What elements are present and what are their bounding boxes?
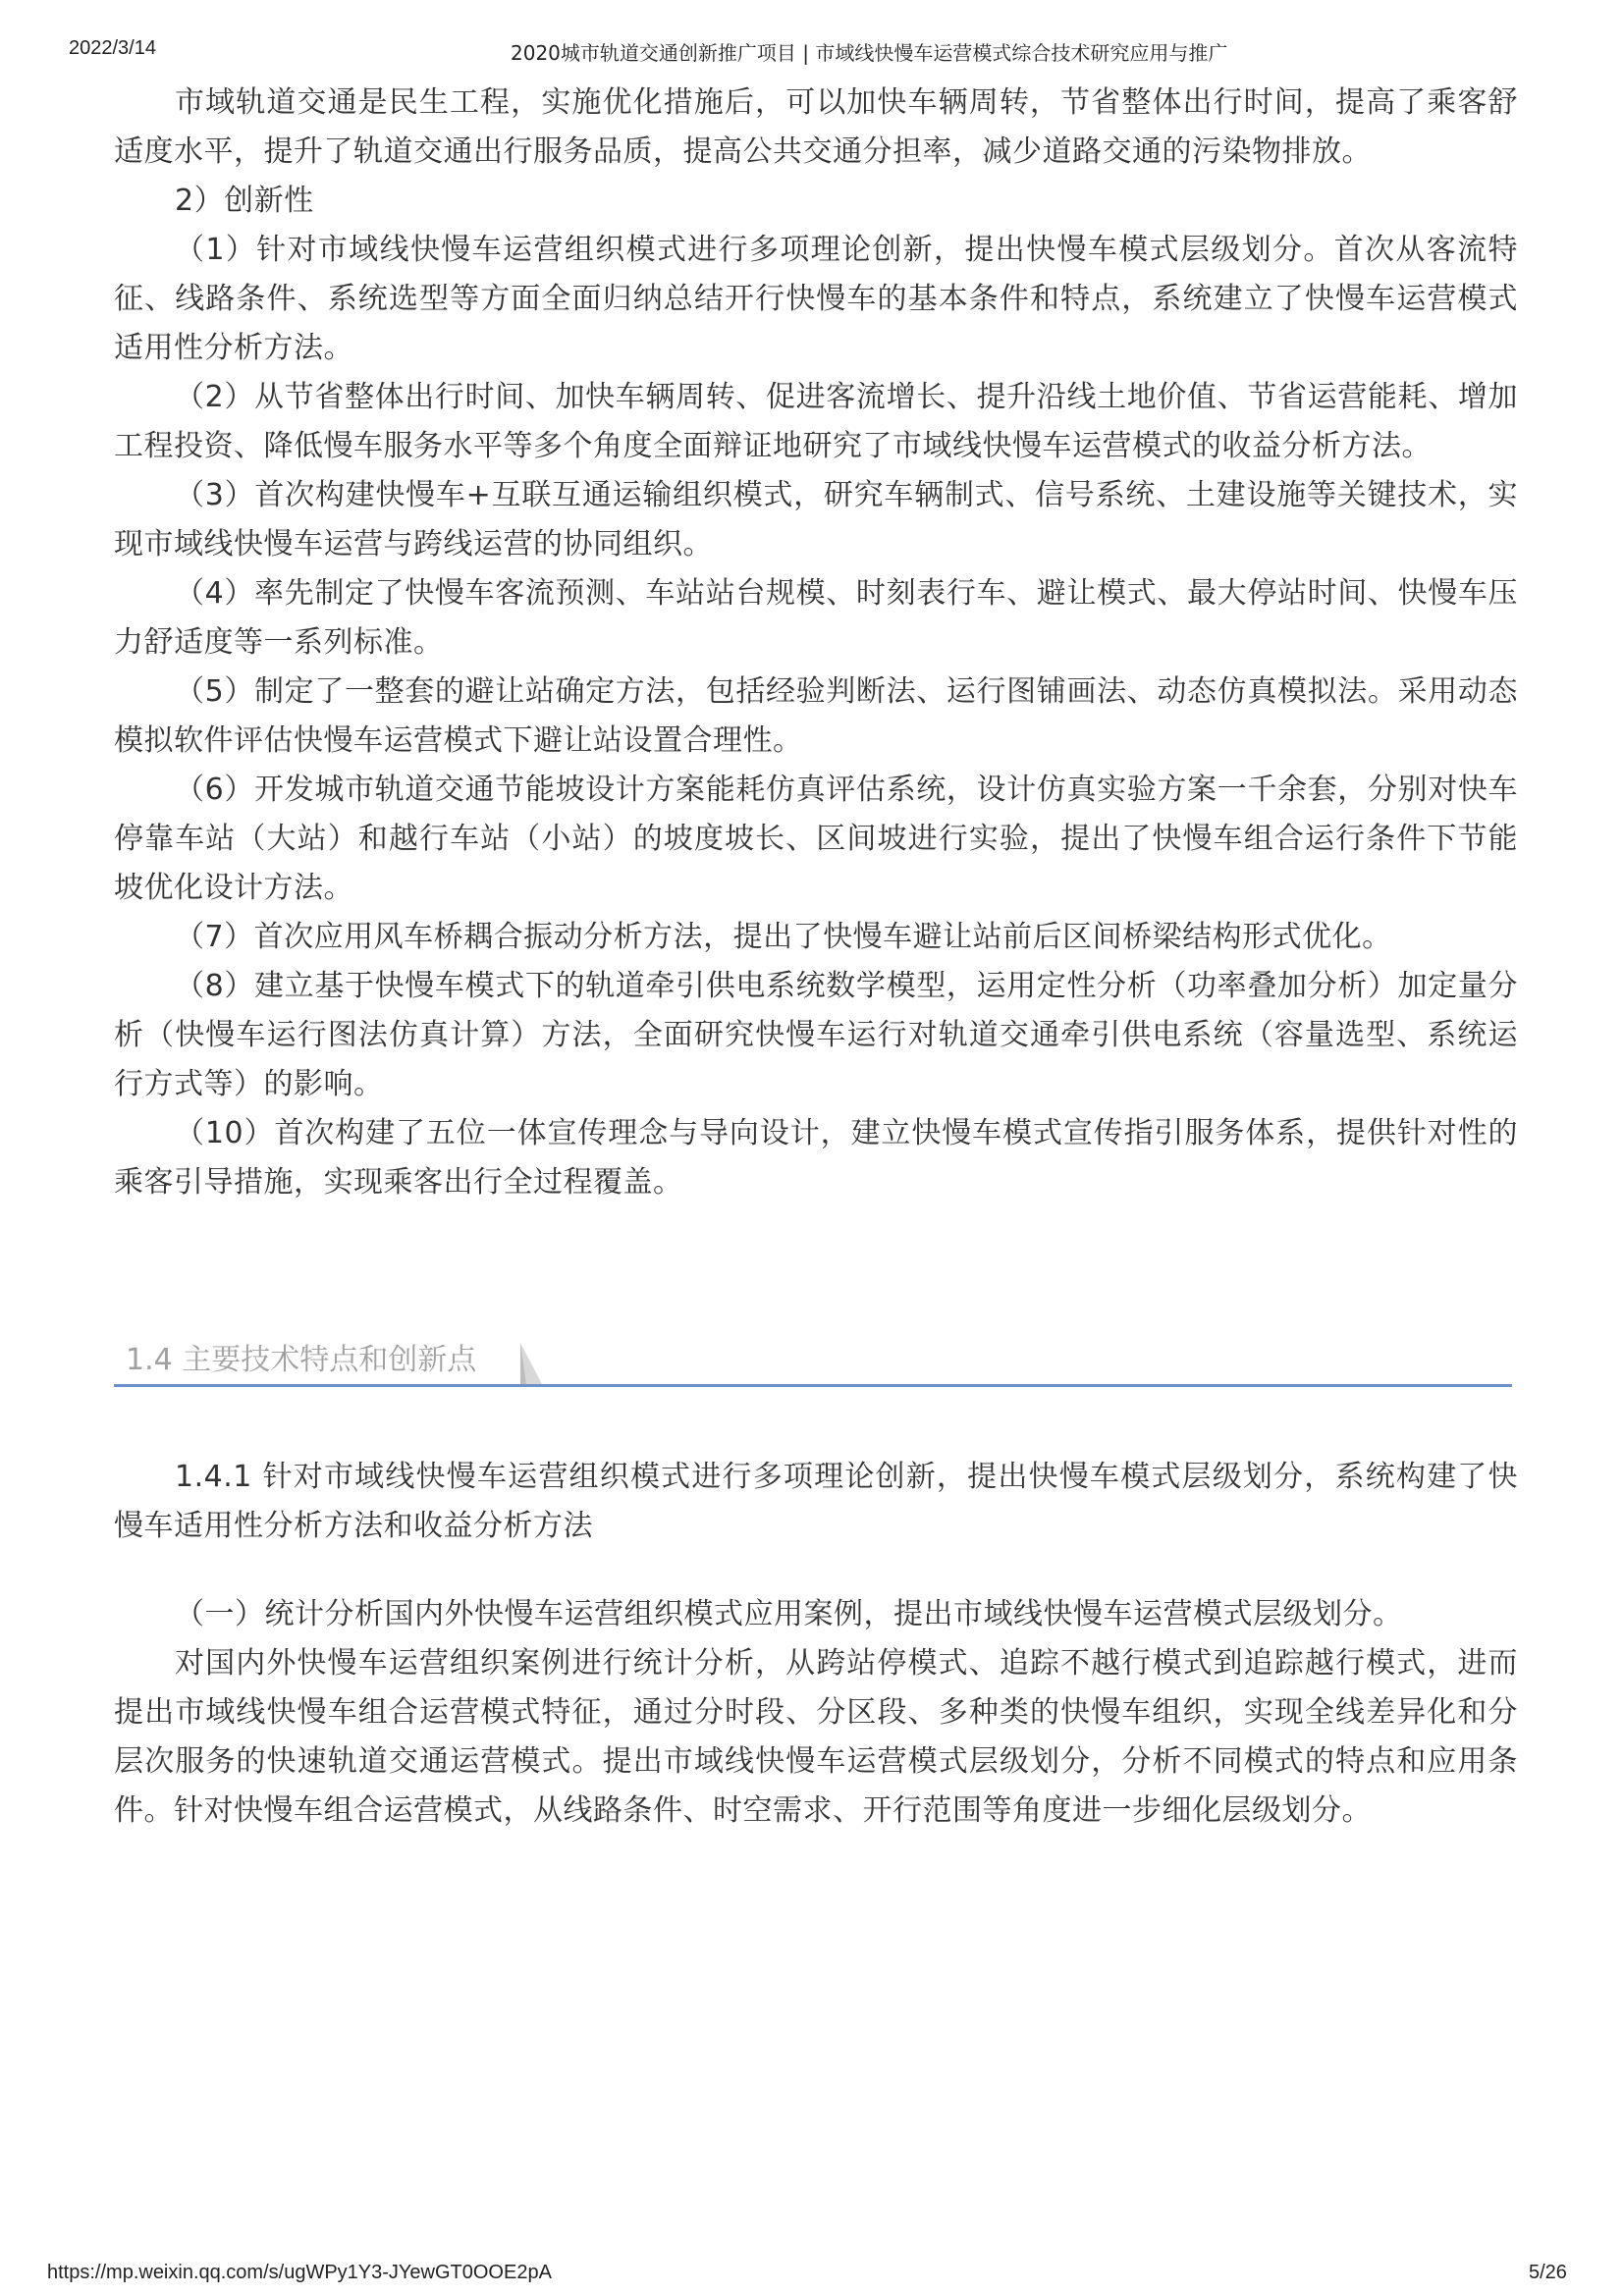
article-body bbox=[114, 79, 1518, 1207]
section-heading-title: 1.4 主要技术特点和创新点 bbox=[126, 1343, 477, 1377]
header-date: 2022/3/14 bbox=[69, 37, 156, 59]
paragraph-item-4: （4）率先制定了快慢车客流预测、车站站台规模、时刻表行车、避让模式、最大停站时间、快慢车压力舒适度等一系列标准。 bbox=[114, 576, 1518, 660]
paragraph-item-10: （10）首次构建了五位一体宣传理念与导向设计，建立快慢车模式宣传指引服务体系，提供针对性的乘客引导措施，实现乘客出行全过程覆盖。 bbox=[114, 1116, 1518, 1200]
footer-url: https://mp.weixin.qq.com/s/ugWPy1Y3-JYewGT0OOE2pA bbox=[47, 2262, 552, 2283]
spacer bbox=[114, 1551, 1518, 1590]
paragraph-item-5: （5）制定了一整套的避让站确定方法，包括经验判断法、运行图铺画法、动态仿真模拟法。采用动态模拟软件评估快慢车运营模式下避让站设置合理性。 bbox=[114, 674, 1518, 758]
paragraph-item-2: （2）从节省整体出行时间、加快车辆周转、促进客流增长、提升沿线土地价值、节省运营能耗、增加工程投资、降低慢车服务水平等多个角度全面辩证地研究了市域线快慢车运营模式的收益分析方法。 bbox=[114, 380, 1518, 463]
section-body bbox=[114, 1453, 1518, 1836]
paragraph-intro: 市域轨道交通是民生工程，实施优化措施后，可以加快车辆周转，节省整体出行时间，提高了乘客舒适度水平，提升了轨道交通出行服务品质，提高公共交通分担率，减少道路交通的污染物排放。 bbox=[114, 85, 1518, 169]
triangle-marker-icon bbox=[518, 1341, 544, 1384]
paragraph-item-3: （3）首次构建快慢车+互联互通运输组织模式，研究车辆制式、信号系统、土建设施等关键技术，实现市域线快慢车运营与跨线运营的协同组织。 bbox=[114, 478, 1518, 561]
paragraph-item-7: （7）首次应用风车桥耦合振动分析方法，提出了快慢车避让站前后区间桥梁结构形式优化。 bbox=[175, 920, 1392, 954]
section-heading-rule bbox=[114, 1384, 1512, 1387]
header-title: 2020城市轨道交通创新推广项目 | 市域线快慢车运营模式综合技术研究应用与推广 bbox=[511, 41, 1228, 65]
paragraph-item-8: （8）建立基于快慢车模式下的轨道牵引供电系统数学模型，运用定性分析（功率叠加分析）加定量分析（快慢车运行图法仿真计算）方法，全面研究快慢车运行对轨道交通牵引供电系统（容量选型、系统运行方式等）的影响。 bbox=[114, 969, 1518, 1101]
subheading-1-4-1: 1.4.1 针对市域线快慢车运营组织模式进行多项理论创新，提出快慢车模式层级划分，系统构建了快慢车适用性分析方法和收益分析方法 bbox=[114, 1460, 1518, 1543]
section-heading bbox=[114, 1337, 1512, 1386]
paragraph-innovation-label: 2）创新性 bbox=[175, 184, 314, 218]
paragraph-section-item-1-body: 对国内外快慢车运营组织案例进行统计分析，从跨站停模式、追踪不越行模式到追踪越行模式，进而提出市域线快慢车组合运营模式特征，通过分时段、分区段、多种类的快慢车组织，实现全线差异化和分层次服务的快速轨道交通运营模式。提出市域线快慢车运营模式层级划分，分析不同模式的特点和应用条件。针对快慢车组合运营模式，从线路条件、时空需求、开行范围等角度进一步细化层级划分。 bbox=[114, 1646, 1518, 1828]
footer-page-number: 5/26 bbox=[1529, 2262, 1567, 2283]
paragraph-item-6: （6）开发城市轨道交通节能坡设计方案能耗仿真评估系统，设计仿真实验方案一千余套，分别对快车停靠车站（大站）和越行车站（小站）的坡度坡长、区间坡进行实验，提出了快慢车组合运行条件下节能坡优化设计方法。 bbox=[114, 773, 1518, 905]
paragraph-section-item-1: （一）统计分析国内外快慢车运营组织模式应用案例，提出市域线快慢车运营模式层级划分。 bbox=[175, 1597, 1403, 1631]
paragraph-item-1: （1）针对市域线快慢车运营组织模式进行多项理论创新，提出快慢车模式层级划分。首次从客流特征、线路条件、系统选型等方面全面归纳总结开行快慢车的基本条件和特点，系统建立了快慢车运营模式适用性分析方法。 bbox=[114, 233, 1518, 365]
